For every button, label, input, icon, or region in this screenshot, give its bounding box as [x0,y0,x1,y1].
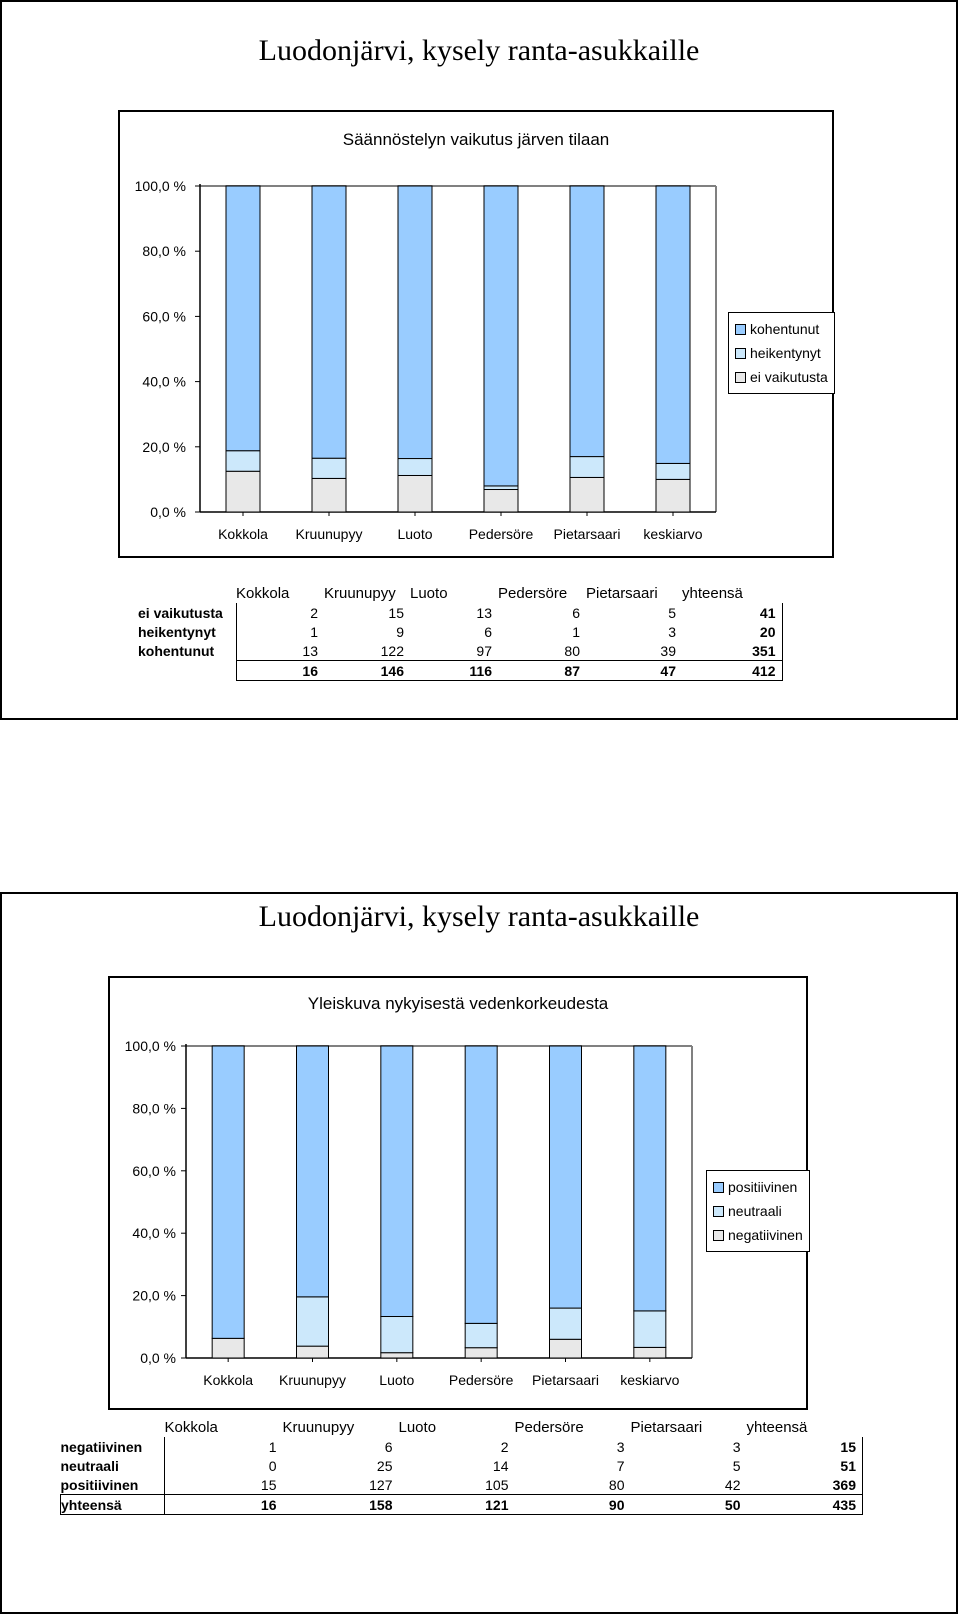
table-column-header: Kruunupyy [324,585,396,602]
table-row-label: ei vaikutusta [138,604,223,621]
y-tick-label: 20,0 % [142,438,186,455]
table-row-label: yhteensä [61,1495,165,1515]
table-cell: 146 [324,661,410,681]
table-cell: 2 [500,1438,509,1455]
table-column-header: Luoto [398,1419,437,1436]
legend-swatch [735,324,746,335]
x-tick-label: Pedersöre [448,1372,514,1388]
bar-segment-positiivinen [212,1046,244,1338]
table-cell: 121 [399,1495,515,1515]
legend-label: kohentunut [750,321,820,337]
chart-title: Yleiskuva nykyisestä vedenkorkeudesta [307,994,609,1013]
y-tick-label: 0,0 % [150,504,186,520]
chart-title: Säännöstelyn vaikutus järven tilaan [342,130,610,149]
legend-label: positiivinen [728,1179,798,1195]
table-column-header: Luoto [410,585,448,602]
table-cell: 39 [660,642,676,659]
legend-swatch [735,348,746,359]
table-cell: 116 [410,661,498,681]
bar-segment-heikentynyt [570,457,604,478]
legend-label: neutraali [728,1203,782,1219]
table-column-header: Pietarsaari [630,1419,703,1436]
table-row [61,1437,863,1456]
table-header-row [138,584,782,603]
bar-segment-ei-vaikutusta [226,471,260,512]
table-column-header: Pedersöre [514,1419,584,1436]
legend-label: heikentynyt [750,345,821,361]
x-tick-label: keskiarvo [643,526,703,542]
table-corner [138,584,236,603]
x-tick-label: keskiarvo [620,1372,680,1388]
table-cell: 42 [724,1476,741,1493]
x-tick-label: Kokkola [218,526,268,542]
table-cell: 1 [236,622,324,641]
table-row-label [138,661,236,681]
table-row [61,1495,863,1515]
bar-segment-kohentunut [570,186,604,457]
chart-plot [110,978,810,1412]
table-row [138,641,782,661]
table-cell: 2 [236,603,324,622]
bar-segment-ei-vaikutusta [398,475,432,512]
bar-segment-neutraali [381,1317,413,1353]
table-cell: 15 [388,604,404,621]
table-cell: 3 [616,1438,625,1455]
table-cell: 5 [668,604,676,621]
slide-title: Luodonjärvi, kysely ranta-asukkaille [258,900,700,933]
bar-segment-positiivinen [381,1046,413,1317]
bar-segment-kohentunut [656,186,690,463]
chart-frame [108,976,808,1410]
table-corner [61,1418,165,1437]
bar-segment-heikentynyt [312,458,346,478]
x-tick-label: Luoto [397,526,433,542]
table-cell: 14 [492,1457,509,1474]
bar-segment-negatiivinen [297,1346,329,1358]
bar-segment-ei-vaikutusta [570,477,604,512]
table-column-header: yhteensä [746,1419,808,1436]
bar-segment-heikentynyt [484,486,518,490]
y-tick-label: 40,0 % [132,1225,176,1242]
y-tick-label: 0,0 % [140,1350,176,1366]
table-row-label: kohentunut [138,642,215,659]
table-cell: 6 [572,604,580,621]
table-cell: 6 [384,1438,393,1455]
table-cell: 122 [380,642,404,659]
table-header-row [61,1418,863,1437]
bar-segment-negatiivinen [381,1353,413,1358]
legend-swatch [713,1230,724,1241]
table-row-label: positiivinen [60,1476,139,1493]
table-column-header: yhteensä [682,585,743,602]
y-tick-label: 80,0 % [142,243,186,260]
bar-segment-negatiivinen [550,1339,582,1358]
table-cell: 51 [747,1456,863,1475]
bar-segment-kohentunut [312,186,346,458]
bar-segment-ei-vaikutusta [312,478,346,512]
legend-label: ei vaikutusta [750,369,828,385]
table-cell: 369 [747,1475,863,1495]
bar-segment-neutraali [550,1308,582,1339]
table-column-header: Kruunupyy [282,1419,355,1436]
y-tick-label: 80,0 % [132,1100,176,1117]
table-cell: 97 [476,642,492,659]
table-cell: 7 [616,1457,625,1474]
bar-segment-negatiivinen [465,1348,497,1358]
table-cell: 47 [586,661,682,681]
table-cell: 50 [631,1495,747,1515]
x-tick-label: Kokkola [203,1372,254,1388]
table-cell: 3 [668,623,676,640]
legend-item [735,365,828,389]
chart-frame [118,110,834,558]
y-tick-label: 40,0 % [142,373,186,390]
table-cell: 13 [476,604,492,621]
bar-segment-ei-vaikutusta [484,490,518,512]
table-cell: 9 [396,623,404,640]
table-cell: 80 [608,1476,625,1493]
table-cell: 15 [747,1437,863,1456]
bar-segment-negatiivinen [212,1338,244,1358]
bar-segment-heikentynyt [226,451,260,472]
y-tick-label: 100,0 % [134,178,186,194]
table-cell: 87 [498,661,586,681]
table-row [61,1456,863,1475]
bar-segment-neutraali [634,1311,666,1348]
table-row-label: neutraali [60,1457,119,1474]
x-tick-label: Luoto [379,1372,415,1388]
table-cell: 435 [747,1495,863,1515]
table-column-header: Pietarsaari [586,585,658,602]
legend-swatch [713,1206,724,1217]
table-cell: 0 [165,1456,283,1475]
table-row [138,603,782,622]
y-tick-label: 20,0 % [132,1287,176,1304]
bar-segment-negatiivinen [634,1347,666,1358]
x-tick-label: Pietarsaari [553,526,621,542]
table-cell: 13 [236,641,324,661]
legend-swatch [735,372,746,383]
chart-legend [728,312,835,394]
legend-item [735,341,828,365]
x-tick-label: Pietarsaari [532,1372,599,1388]
slide-2 [0,892,958,1614]
legend-item [735,317,828,341]
legend-label: negatiivinen [728,1227,803,1243]
legend-item [713,1175,803,1199]
table-row [138,622,782,641]
slide-title: Luodonjärvi, kysely ranta-asukkaille [258,34,700,67]
bar-segment-heikentynyt [398,459,432,476]
table-column-header: Kokkola [236,585,290,602]
bar-segment-kohentunut [484,186,518,486]
slide-1 [0,0,958,720]
table-column-header: Kokkola [164,1419,218,1436]
table-cell: 351 [682,641,782,661]
table-row-label: heikentynyt [138,623,216,640]
legend-swatch [713,1182,724,1193]
table-cell: 1 [165,1437,283,1456]
bar-segment-positiivinen [634,1046,666,1311]
table-cell: 5 [732,1457,741,1474]
chart-legend [706,1170,810,1252]
bar-segment-kohentunut [226,186,260,451]
table-cell: 1 [572,623,580,640]
bar-segment-positiivinen [465,1046,497,1323]
table-cell: 16 [236,661,324,681]
y-tick-label: 100,0 % [124,1038,176,1054]
bar-segment-positiivinen [550,1046,582,1308]
table-cell: 412 [682,661,782,681]
y-tick-label: 60,0 % [142,308,186,325]
table-cell: 20 [682,622,782,641]
y-tick-label: 60,0 % [132,1162,176,1179]
bar-segment-neutraali [297,1297,329,1346]
table-cell: 6 [484,623,492,640]
bar-segment-kohentunut [398,186,432,459]
table-cell: 80 [564,642,580,659]
legend-item [713,1223,803,1247]
bar-segment-heikentynyt [656,463,690,479]
bar-segment-neutraali [465,1323,497,1347]
table-cell: 90 [515,1495,631,1515]
table-row-label: negatiivinen [60,1438,143,1455]
legend-item [713,1199,803,1223]
table-cell: 16 [165,1495,283,1515]
table-row [138,661,782,681]
table-cell: 158 [283,1495,399,1515]
x-tick-label: Kruunupyy [279,1372,346,1388]
table-cell: 25 [376,1457,393,1474]
bar-segment-ei-vaikutusta [656,479,690,512]
table-cell: 15 [165,1475,283,1495]
table-cell: 41 [682,603,782,622]
table-cell: 3 [732,1438,741,1455]
bar-segment-positiivinen [297,1046,329,1297]
table-column-header: Pedersöre [498,585,568,602]
x-tick-label: Pedersöre [468,526,534,542]
table-cell: 105 [485,1476,509,1493]
data-table [138,584,783,681]
table-row [61,1475,863,1495]
table-cell: 127 [369,1476,393,1493]
data-table [60,1418,863,1515]
x-tick-label: Kruunupyy [295,526,363,542]
